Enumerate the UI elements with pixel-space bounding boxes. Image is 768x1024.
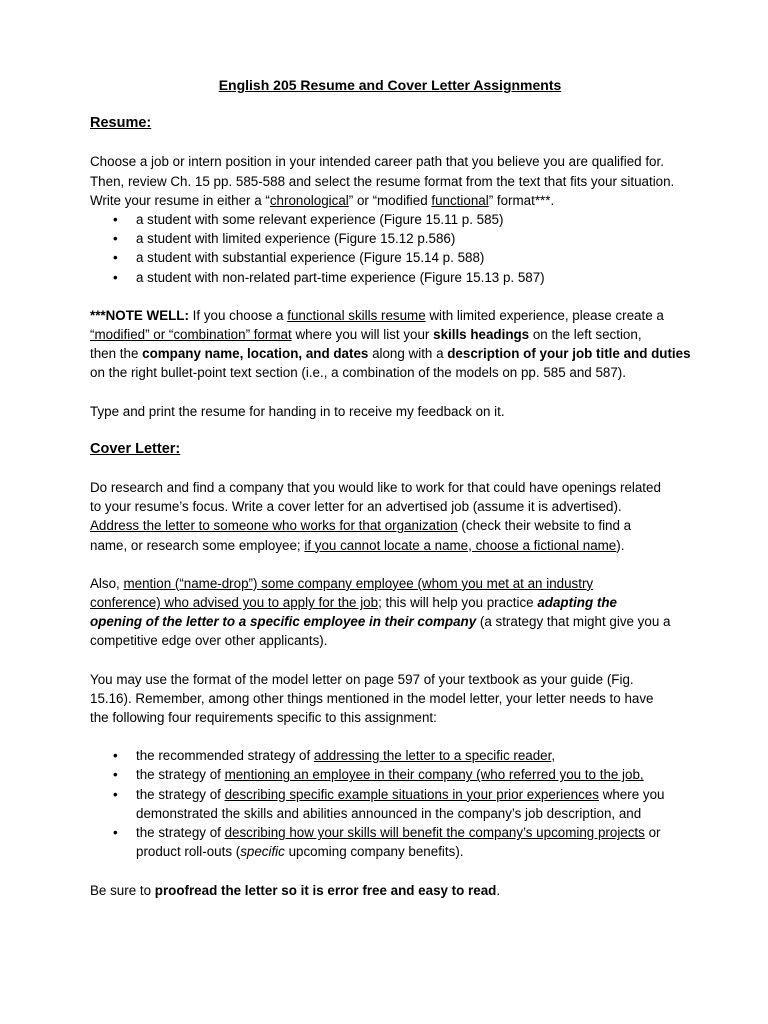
list-item: • the strategy of describing how your skills will benefit the company’s upcoming projects or product roll-outs (specific upcoming company benefits). [113,825,661,860]
cover-paragraph-research: Do research and find a company that you would like to work for that could have openings related to your resume’s focus. Write a cover letter for an advertised job (assume it is advertised). Address the letter to someone who works for that organization (check their website to find a name, or research some employee; if you cannot locate a name, choose a fictional name). [90,480,661,553]
list-item: • a student with some relevant experience (Figure 15.11 p. 585) [113,212,504,228]
list-item: • the strategy of mentioning an employee in their company (who referred you to the job, [113,767,644,783]
resume-heading: Resume: [90,115,152,132]
list-item: • the recommended strategy of addressing the letter to a specific reader, [113,748,556,764]
resume-intro [90,152,710,210]
cover-requirements-list [90,746,710,861]
list-item: • the strategy of describing specific example situations in your prior experiences where you demonstrated the skills and abilities announced in the company’s job description, and [113,786,665,821]
document-title: English 205 Resume and Cover Letter Assignments [218,77,562,93]
note-well-paragraph: ***NOTE WELL: If you choose a functional skills resume with limited experience, please create a “modified” or “combination” format where you will list your skills headings on the left section, then the company name, location, and dates along with a description of your job title and duties on the right bullet-point text section (i.e., a combination of the models on pp. 585 and 587). [90,307,691,381]
list-item: • a student with limited experience (Figure 15.12 p.586) [113,231,456,247]
type-print-instruction: Type and print the resume for handing in to receive my feedback on it. [90,403,505,419]
list-item: • a student with non-related part-time experience (Figure 15.13 p. 587) [113,269,545,285]
resume-intro-line: Choose a job or intern position in your intended career path that you believe you are qualified for. [90,154,664,170]
list-item: • a student with substantial experience (Figure 15.14 p. 588) [113,250,485,266]
cover-paragraph-name-drop: Also, mention (“name-drop”) some company employee (whom you met at an industry conference) who advised you to apply for the job; this will help you practice adapting the opening of the letter to a specific employee in their company (a strategy that might give you a competitive edge over other applicants). [90,575,671,649]
cover-letter-heading: Cover Letter: [90,440,181,457]
resume-intro-line: Then, review Ch. 15 pp. 585-588 and select the resume format from the text that fits your situation. [90,173,675,189]
resume-format-list [90,210,710,287]
resume-intro-line: Write your resume in either a “chronological” or “modified functional” format***. [90,192,555,208]
proofread-instruction: Be sure to proofread the letter so it is error free and easy to read. [90,882,501,898]
document-body [90,76,710,900]
cover-paragraph-format: You may use the format of the model letter on page 597 of your textbook as your guide (Fig. 15.16). Remember, among other things mentioned in the model letter, your letter needs to have the following four requirements specific to this assignment: [90,671,654,726]
